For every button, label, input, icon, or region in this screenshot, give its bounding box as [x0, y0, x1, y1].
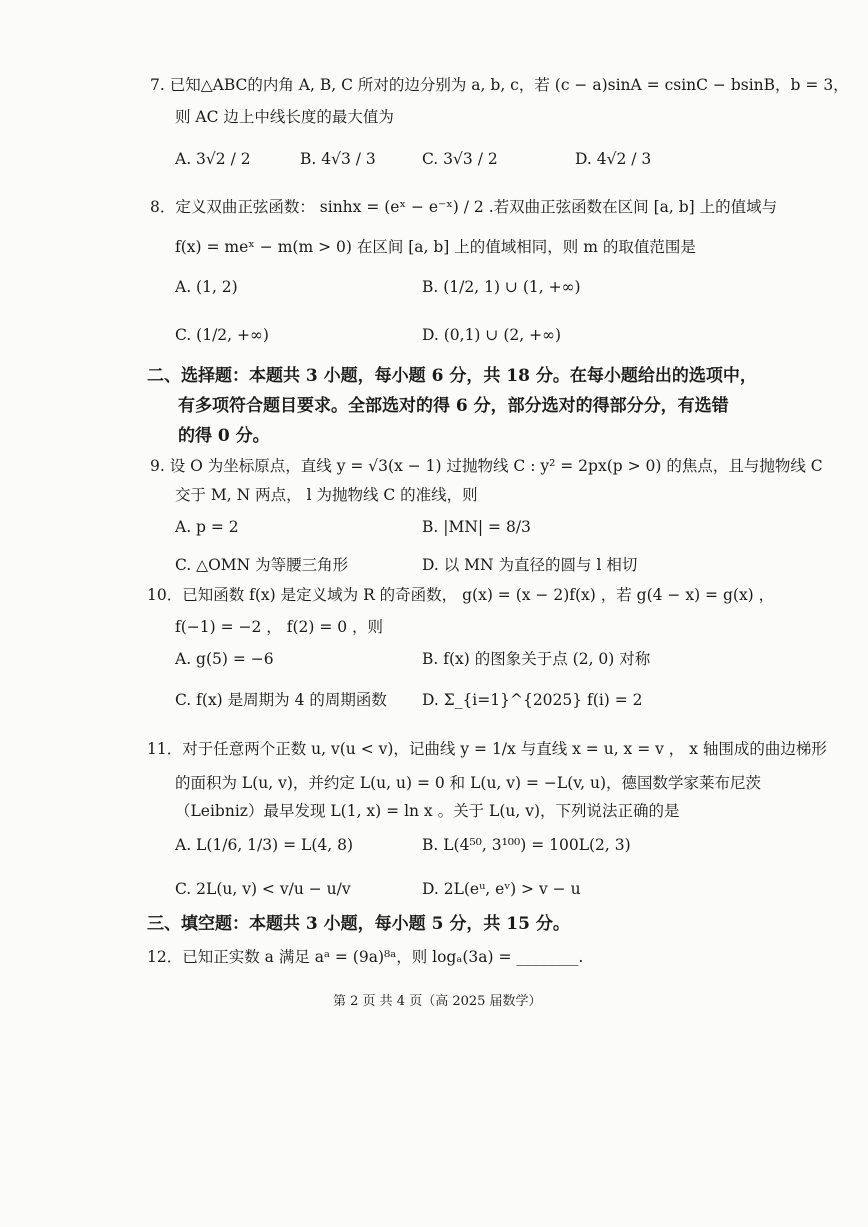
q7-stem-line1: 7. 已知△ABC的内角 A, B, C 所对的边分别为 a, b, c，若 (c − a)sinA = csinC − bsinB，b = 3， — [150, 76, 849, 94]
q7-option-d: D. 4√2 / 3 — [575, 150, 652, 168]
q7-option-a: A. 3√2 / 2 — [175, 150, 251, 168]
q8-option-c: C. (1/2, +∞) — [175, 326, 269, 344]
q11-option-a: A. L(1/6, 1/3) = L(4, 8) — [175, 836, 353, 854]
q8-option-a: A. (1, 2) — [175, 278, 238, 296]
q11-option-b: B. L(4⁵⁰, 3¹⁰⁰) = 100L(2, 3) — [422, 836, 631, 854]
q11-stem-line3: （Leibniz）最早发现 L(1, x) = ln x 。关于 L(u, v)，下列说法正确的是 — [175, 802, 680, 820]
section2-heading-line2: 有多项符合题目要求。全部选对的得 6 分，部分选对的得部分分，有选错 — [178, 396, 729, 416]
q8-option-d: D. (0,1) ∪ (2, +∞) — [422, 326, 562, 344]
q11-option-c: C. 2L(u, v) < v/u − u/v — [175, 880, 351, 898]
q9-option-b: B. |MN| = 8/3 — [422, 518, 531, 536]
section2-heading-line3: 的得 0 分。 — [178, 426, 270, 446]
q9-option-d: D. 以 MN 为直径的圆与 l 相切 — [422, 556, 638, 574]
q11-option-d: D. 2L(eᵘ, eᵛ) > v − u — [422, 880, 581, 898]
q10-stem-line1: 10．已知函数 f(x) 是定义域为 R 的奇函数， g(x) = (x − 2)f(x) ，若 g(4 − x) = g(x) ， — [147, 586, 775, 604]
q10-stem-line2: f(−1) = −2 ， f(2) = 0 ，则 — [175, 618, 384, 636]
q8-option-b: B. (1/2, 1) ∪ (1, +∞) — [422, 278, 581, 296]
q11-stem-line2: 的面积为 L(u, v)，并约定 L(u, u) = 0 和 L(u, v) = −L(v, u)，德国数学家莱布尼茨 — [175, 774, 762, 792]
q11-stem-line1: 11．对于任意两个正数 u, v(u < v)，记曲线 y = 1/x 与直线 x = u, x = v ， x 轴围成的曲边梯形 — [147, 740, 827, 758]
q12-stem-line1: 12．已知正实数 a 满足 aᵃ = (9a)⁸ᵃ，则 logₐ(3a) = ________. — [147, 948, 584, 966]
page-footer: 第 2 页 共 4 页（高 2025 届数学） — [333, 994, 542, 1009]
q10-option-b: B. f(x) 的图象关于点 (2, 0) 对称 — [422, 650, 651, 668]
q10-option-a: A. g(5) = −6 — [175, 650, 274, 668]
q9-stem-line2: 交于 M, N 两点， l 为抛物线 C 的准线，则 — [175, 486, 478, 504]
q9-option-a: A. p = 2 — [175, 518, 239, 536]
q7-option-c: C. 3√3 / 2 — [422, 150, 498, 168]
section2-heading-line1: 二、选择题：本题共 3 小题，每小题 6 分，共 18 分。在每小题给出的选项中， — [147, 366, 757, 386]
q9-stem-line1: 9. 设 O 为坐标原点，直线 y = √3(x − 1) 过抛物线 C : y² = 2px(p > 0) 的焦点，且与抛物线 C — [150, 457, 823, 475]
q7-stem-line2: 则 AC 边上中线长度的最大值为 — [175, 108, 394, 126]
section3-heading: 三、填空题：本题共 3 小题，每小题 5 分，共 15 分。 — [147, 914, 570, 934]
q9-option-c: C. △OMN 为等腰三角形 — [175, 556, 349, 574]
q8-stem-line2: f(x) = meˣ − m(m > 0) 在区间 [a, b] 上的值域相同，则 m 的取值范围是 — [175, 238, 696, 256]
q7-option-b: B. 4√3 / 3 — [300, 150, 376, 168]
q10-option-c: C. f(x) 是周期为 4 的周期函数 — [175, 691, 387, 709]
q10-option-d: D. Σ_{i=1}^{2025} f(i) = 2 — [422, 691, 643, 709]
q8-stem-line1: 8．定义双曲正弦函数： sinhx = (eˣ − e⁻ˣ) / 2 .若双曲正弦函数在区间 [a, b] 上的值域与 — [150, 198, 778, 216]
